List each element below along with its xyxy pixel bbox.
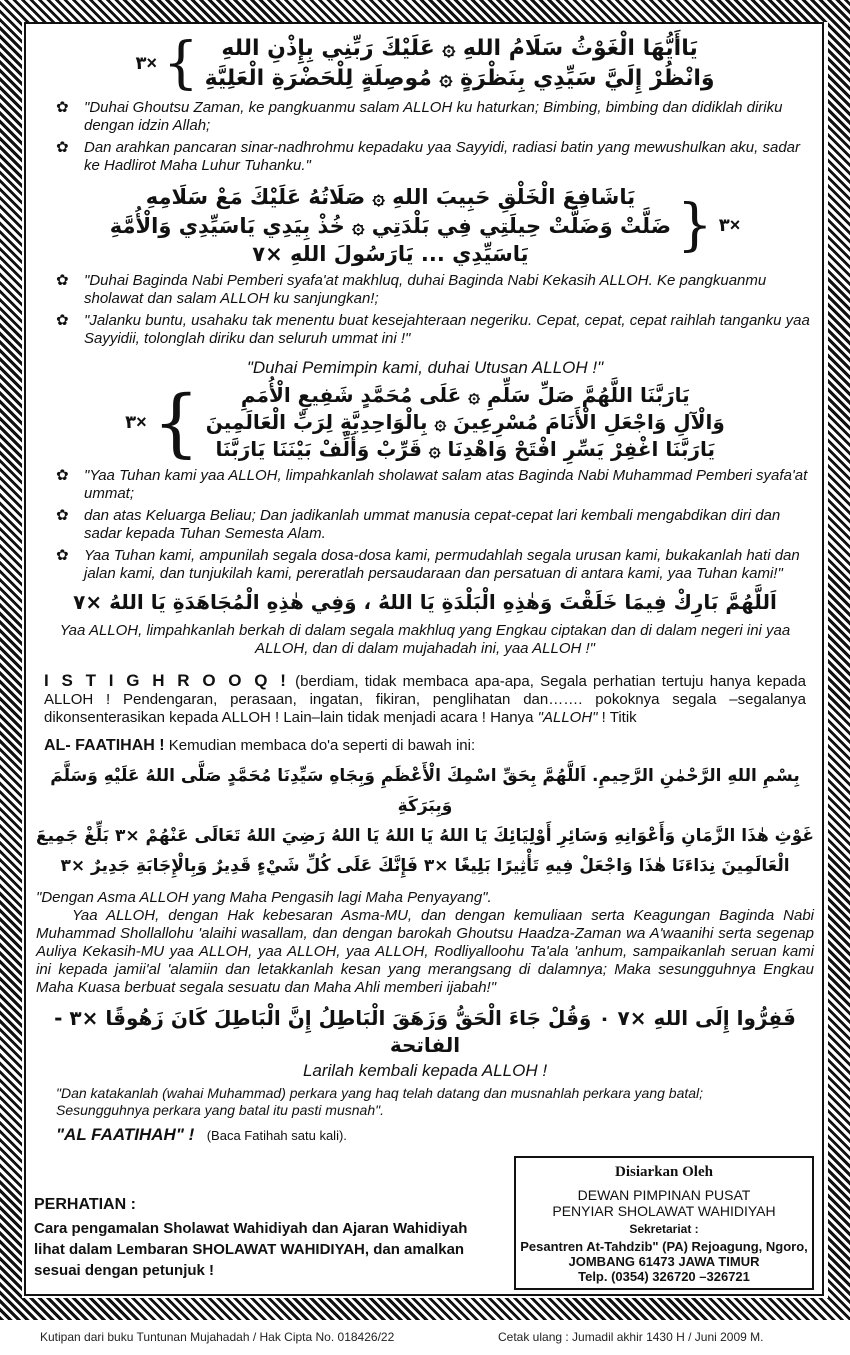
- arabic-line: يَاأَيُّهَا الْغَوْثُ سَلَامُ اللهِ ۞ عَلَيْكَ رَبِّنِي بِإِذْنِ اللهِ: [221, 36, 698, 61]
- section5-subtitle: Larilah kembali kepada ALLOH !: [302, 1061, 548, 1081]
- list-item: [32, 547, 818, 583]
- arabic-line: الْعَالَمِينَ نِدَاءَنَا هٰذَا وَاجْعَلْ فِيهِ تَأْثِيرًا بَلِيغًا ×٣ فَإِنَّكَ عَلَى كُلِّ شَيْءٍ قَدِيرٌ وَبِالْإِجَابَةِ جَدِيرٌ ×٣: [60, 856, 790, 877]
- arabic-line: يَاشَافِعَ الْخَلْقِ حَبِيبَ اللهِ ۞ صَلَاتُهُ عَلَيْكَ مَعْ سَلَامِهِ: [145, 185, 636, 210]
- arabic-verse-4: اَللَّهُمَّ بَارِكْ فِيمَا خَلَقْتَ وَهٰذِهِ الْبَلْدَةِ يَا اللهُ ، وَفِي هٰذِهِ الْمُجَاهَدَةِ يَا اللهُ ×٧: [73, 590, 777, 615]
- doa-translation-first: "Dengan Asma ALLOH yang Maha Pengasih lagi Maha Penyayang".: [36, 889, 492, 907]
- arabic-line: ضَلَّتْ وَضَلَّتْ حِيلَتِي فِي بَلْدَتِي ۞ خُذْ بِيَدِي يَاسَيِّدِي وَالْأُمَّةِ: [109, 213, 672, 238]
- publisher-address1: Pesantren At-Tahdzib" (PA) Rejoagung, Ngoro,: [520, 1239, 808, 1254]
- arabic-verse-2: [32, 183, 818, 268]
- curly-brace-icon: {: [162, 30, 199, 96]
- flower-bullet-icon: ✿: [56, 507, 69, 525]
- flower-bullet-icon: ✿: [56, 99, 69, 117]
- section5-note: "Dan katakanlah (wahai Muhammad) perkara yang haq telah datang dan musnahlah perkara yang batal; Sesungguhnya perkara yang batal itu pasti musnah".: [56, 1085, 704, 1119]
- translation-list-3: [32, 467, 818, 583]
- list-item-text: "Yaa Tuhan kami yaa ALLOH, limpahkanlah sholawat salam atas Baginda Nabi Muhammad Pemberi syafa'at ummat;: [84, 467, 808, 503]
- arabic-verse-1: [32, 30, 818, 96]
- perhatian-body: Cara pengamalan Sholawat Wahidiyah dan Ajaran Wahidiyah lihat dalam Lembaran SHOLAWAT WAHIDIYAH, dan amalkan sesuai dengan petunjuk !: [34, 1220, 468, 1279]
- translation-list-2: [32, 272, 818, 348]
- istighrooq-text: (berdiam, tidak membaca apa-apa, Segala perhatian tertuju hanya kepada ALLOH ! Pendengaran, perasaan, ingatan, fikiran, penglihatan dan……. pokoknya segala –segalanya dikonsenterasikan kepada ALLOH ! Lain–lain tidak menjadi acara ! Hanya: [44, 673, 806, 727]
- publisher-sekretariat: Sekretariat :: [629, 1222, 699, 1236]
- curly-brace-icon: }: [677, 192, 713, 258]
- repeat-count: ٣×: [135, 53, 157, 74]
- closing-line: [32, 1125, 818, 1145]
- repeat-count: ٣×: [718, 215, 741, 236]
- list-item: [32, 99, 818, 135]
- flower-bullet-icon: ✿: [56, 272, 69, 290]
- translation-4: Yaa ALLOH, limpahkanlah berkah di dalam segala makhluq yang Engkau ciptakan dan di dalam negeri ini yaa ALLOH, dan di dalam mujahadah ini, yaa ALLOH !": [59, 622, 791, 658]
- arabic-doa: [32, 761, 818, 881]
- arabic-line: وَالْآلِ وَاجْعَلِ الْأَنَامَ مُسْرِعِينَ ۞ بِالْوَاحِدِيَّةِ لِرَبِّ الْعَالَمِينَ: [205, 410, 725, 435]
- arabic-line: يَاسَيِّدِي ... يَارَسُولَ اللهِ ×٧: [252, 242, 529, 267]
- document-content: [32, 28, 818, 1290]
- istighrooq-titik: ! Titik: [597, 709, 637, 727]
- list-item-text: "Jalanku buntu, usahaku tak menentu buat kesejahteraan negeriku. Cepat, cepat, cepat raihlah tanganku yaa Sayyidii, tolonglah diriku dan seluruh ummat ini !": [84, 312, 810, 348]
- closing-faatihah: "AL FAATIHAH" !: [56, 1125, 195, 1145]
- arabic-verse-5: فَفِرُّوا إِلَى اللهِ ×٧ ۰ وَقُلْ جَاءَ الْحَقُّ وَزَهَقَ الْبَاطِلُ إِنَّ الْبَاطِلَ كَانَ زَهُوقًا ×٣ - الفاتحة: [54, 1006, 796, 1058]
- list-item: [32, 272, 818, 308]
- curly-brace-icon: {: [152, 379, 200, 466]
- list-item-text: "Duhai Baginda Nabi Pemberi syafa'at makhluq, duhai Baginda Nabi Kekasih ALLOH. Ke pangkuanmu sholawat dan salam ALLOH ku sanjungkan!;: [84, 272, 767, 308]
- publisher-heading: Disiarkan Oleh: [615, 1164, 713, 1180]
- publisher-address2: JOMBANG 61473 JAWA TIMUR: [568, 1254, 760, 1269]
- flower-bullet-icon: ✿: [56, 547, 69, 565]
- alfaatihah-text: Kemudian membaca do'a seperti di bawah ini:: [164, 737, 476, 755]
- list-item-text: "Duhai Ghoutsu Zaman, ke pangkuanmu salam ALLOH ku haturkan; Bimbing, bimbing dan didiklah diriku dengan idzin Allah;: [84, 99, 783, 135]
- list-item: [32, 312, 818, 348]
- doa-translation: [32, 889, 818, 997]
- publisher-org2: PENYIAR SHOLAWAT WAHIDIYAH: [552, 1203, 776, 1219]
- list-item: [32, 139, 818, 175]
- arabic-line: غَوْثِ هٰذَا الزَّمَانِ وَأَعْوَانِهِ وَسَائِرِ أَوْلِيَائِكَ يَا اللهُ يَا اللهُ يَا اللهُ رَضِيَ اللهُ تَعَالَى عَنْهُمْ ×٣ بَلِّغْ جَمِيعَ: [35, 826, 815, 847]
- publisher-org1: DEWAN PIMPINAN PUSAT: [577, 1187, 751, 1203]
- flower-bullet-icon: ✿: [56, 312, 69, 330]
- list-item: [32, 507, 818, 543]
- publisher-phone: Telp. (0354) 326720 –326721: [578, 1269, 750, 1284]
- translation-list-1: [32, 99, 818, 175]
- footer-copyright: Kutipan dari buku Tuntunan Mujahadah / Hak Cipta No. 018426/22: [40, 1330, 395, 1344]
- arabic-line: بِسْمِ اللهِ الرَّحْمٰنِ الرَّحِيمِ. اَللَّهُمَّ بِحَقِّ اسْمِكَ الْأَعْظَمِ وَبِجَاهِ سَيِّدِنَا مُحَمَّدٍ صَلَّى اللهُ عَلَيْهِ وَسَلَّمَ وَبِبَرَكَةِ: [50, 766, 800, 817]
- list-item-text: Dan arahkan pancaran sinar-nadhrohmu kepadaku yaa Sayyidi, radiasi batin yang mewushulkan aku, sadar ke Hadlirot Maha Luhur Tuhanku.": [84, 139, 800, 175]
- alfaatihah-heading: AL- FAATIHAH !: [44, 737, 165, 755]
- flower-bullet-icon: ✿: [56, 139, 69, 157]
- alfaatihah-line: [32, 737, 818, 755]
- arabic-line: وَانْظُرْ إِلَيَّ سَيِّدِي بِنَظْرَةٍ ۞ مُوصِلَةٍ لِلْحَضْرَةِ الْعَلِيَّةِ: [204, 65, 715, 91]
- istighrooq-paragraph: [32, 672, 818, 727]
- repeat-count: ٣×: [125, 412, 147, 433]
- publisher-box: [514, 1156, 814, 1290]
- perhatian-notice: [34, 1196, 496, 1281]
- list-item-text: Yaa Tuhan kami, ampunilah segala dosa-dosa kami, permudahlah segala urusan kami, bukakanlah hati dan jalan kami, dan tunjukilah kami, pereratlah persaudaraan dan persatuan di antara kami, yaa Tuhan kami!": [84, 547, 800, 583]
- istighrooq-heading: I S T I G H R O O Q !: [44, 671, 289, 691]
- istighrooq-alloh: "ALLOH": [537, 709, 598, 727]
- list-item: [32, 467, 818, 503]
- doa-translation-body: Yaa ALLOH, dengan Hak kebesaran Asma-MU, dan dengan kemuliaan serta Keagungan Baginda Nabi Muhammad Shollallohu 'alaihi wasallam, dan dengan barokah Ghoutsu Haadza-Zaman wa A'waanihi serta segenap Auliya Kekasih-MU yaa ALLOH, yaa ALLOH, yaa ALLOH, Rodliyalloohu Ta'ala 'anhum, sampaikanlah seruan kami ini kepada jamii'al 'alamiin dan letakkanlah kesan yang merangsang di dalamnya; Maka sesungguhnya Engkau Maha Kuasa berbuat segala sesuatu dan Maha Ahli memberi ijabah!": [36, 907, 814, 997]
- arabic-verse-3: [32, 379, 818, 466]
- arabic-line: يَارَبَّنَا اغْفِرْ يَسِّرِ افْتَحْ وَاهْدِنَا ۞ قَرِّبْ وَأَلِّفْ بَيْنَنَا يَارَبَّنَا: [215, 437, 716, 462]
- perhatian-heading: PERHATIAN :: [34, 1196, 136, 1213]
- footer-reprint: Cetak ulang : Jumadil akhir 1430 H / Juni 2009 M.: [498, 1330, 764, 1344]
- section-closing: "Duhai Pemimpin kami, duhai Utusan ALLOH !": [246, 358, 604, 378]
- flower-bullet-icon: ✿: [56, 467, 69, 485]
- list-item-text: dan atas Keluarga Beliau; Dan jadikanlah ummat manusia cepat-cepat lari kembali mengabdikan diri dan sadar kepada Tuhan Semesta Alam.: [84, 507, 781, 543]
- closing-note: (Baca Fatihah satu kali).: [206, 1128, 347, 1144]
- arabic-line: يَارَبَّنَا اللَّهُمَّ صَلِّ سَلِّمِ ۞ عَلَى مُحَمَّدٍ شَفِيعِ الْأُمَمِ: [240, 383, 690, 408]
